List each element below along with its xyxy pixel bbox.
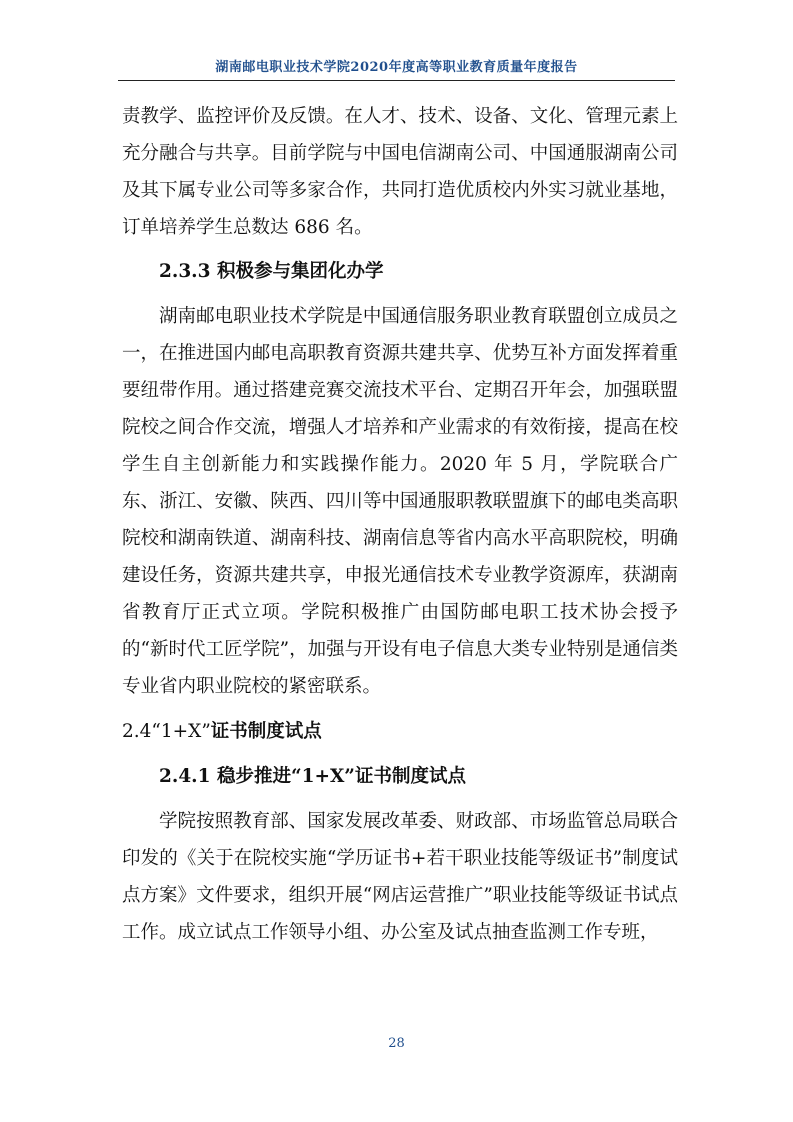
section-heading-2-4-text: 证书制度试点 xyxy=(210,721,322,742)
paragraph-certificate-pilot: 学院按照教育部、国家发展改革委、财政部、市场监管总局联合印发的《关于在院校实施“学历证书+若干职业技能等级证书”制度试点方案》文件要求，组织开展“网店运营推广”职业技能等级证书试点工作。成立试点工作领导小组、办公室及试点抽查监测工作专班， xyxy=(122,811,678,943)
paragraph-alliance: 湖南邮电职业技术学院是中国通信服务职业教育联盟创立成员之一，在推进国内邮电高职教育资源共建共享、优势互补方面发挥着重要纽带作用。通过搭建竞赛交流技术平台、定期召开年会，加强联盟院校之间合作交流，增强人才培养和产业需求的有效衔接，提高在校学生自主创新能力和实践操作能力。2020 年 5 月，学院联合广东、浙江、安徽、陕西、四川等中国通服职教联盟旗下的邮电类高职院校和湖南铁道、湖南科技、湖南信息等省内高水平高职院校，明确建设任务，资源共建共享，申报光通信技术专业教学资源库，获湖南省教育厅正式立项。学院积极推广由国防邮电职工技术协会授予的“新时代工匠学院”，加强与开设有电子信息大类专业特别是通信类专业省内职业院校的紧密联系。 xyxy=(122,306,678,697)
section-heading-2-4 xyxy=(122,713,678,750)
section-heading-2-4-1: 2.4.1 稳步推进“1+X”证书制度试点 xyxy=(159,766,466,787)
running-header: 湖南邮电职业技术学院2020年度高等职业教育质量年度报告 xyxy=(215,60,578,75)
section-heading-2-3-3: 2.3.3 积极参与集团化办学 xyxy=(159,261,384,282)
page-number: 28 xyxy=(388,1036,405,1051)
paragraph-continuation: 责教学、监控评价及反馈。在人才、技术、设备、文化、管理元素上充分融合与共享。目前学院与中国电信湖南公司、中国通服湖南公司及其下属专业公司等多家合作，共同打造优质校内外实习就业基地，订单培养学生总数达 686 名。 xyxy=(122,106,678,238)
section-heading-2-4-number: 2.4“1+X” xyxy=(122,721,211,742)
page-body xyxy=(122,98,678,951)
header-rule xyxy=(118,80,675,81)
